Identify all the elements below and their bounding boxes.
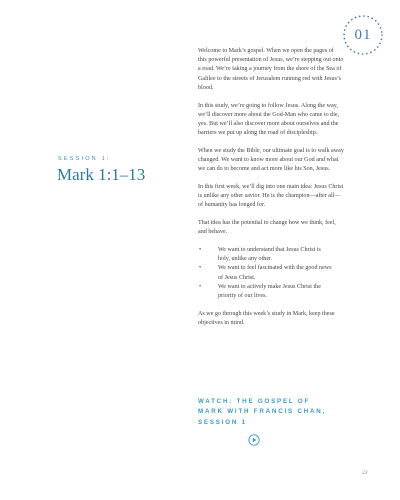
paragraph: When we study the Bible, our ultimate goal is to walk away changed. We want to know more about our God and what we can do to become and act more like his Son, Jesus. — [198, 147, 344, 173]
list-item — [198, 246, 332, 264]
list-item — [198, 264, 332, 282]
play-circle-icon — [248, 434, 260, 446]
paragraph: In this first week, we’ll dig into one main idea: Jesus Christ is unlike any other savior. He is the champion—after all—of humanity has longed for. — [198, 183, 344, 209]
closing-paragraph: As we go through this week’s study in Mark, keep these objectives in mind. — [198, 310, 335, 326]
bullet-icon: • — [199, 283, 202, 290]
list-item — [198, 283, 332, 301]
chapter-number: 01 — [354, 27, 372, 43]
list-item-text: We want to feel fascinated with the good news of Jesus Christ. — [218, 265, 332, 281]
bullet-icon: • — [199, 246, 202, 253]
session-title: Mark 1:1–13 — [57, 165, 146, 184]
paragraph: In this study, we’re going to follow Jesus. Along the way, we’ll discover more about the God-Man who came to die, yes. But we’ll also discover more about ourselves and the barriers we put up along the road of discipleship. — [198, 102, 340, 137]
bullet-icon: • — [199, 265, 202, 272]
chapter-badge — [341, 13, 385, 57]
watch-line: WATCH: THE GOSPEL OF — [198, 398, 311, 405]
watch-line: MARK WITH FRANCIS CHAN, — [198, 408, 327, 416]
paragraph: Welcome to Mark’s gospel. When we open the pages of this powerful presentation of Jesus, we’re stepping out onto a road. We’re taking a journey from the shore of the Sea of Galilee to the streets of Jerusalem running red with Jesus’s blood. — [198, 48, 344, 91]
watch-line: SESSION 1 — [198, 418, 247, 426]
list-item-text: We want to understand that Jesus Christ is holy, unlike any other. — [218, 246, 321, 263]
paragraph: That idea has the potential to change how we think, feel, and behave. — [198, 220, 336, 236]
page-number: 23 — [362, 470, 368, 476]
watch-heading — [198, 397, 358, 428]
objectives-list — [198, 246, 344, 301]
session-label: SESSION 1: — [58, 156, 111, 162]
list-item-text: We want to actively make Jesus Christ the priority of our lives. — [218, 283, 321, 299]
body-text — [198, 47, 344, 337]
play-button[interactable] — [248, 433, 260, 445]
